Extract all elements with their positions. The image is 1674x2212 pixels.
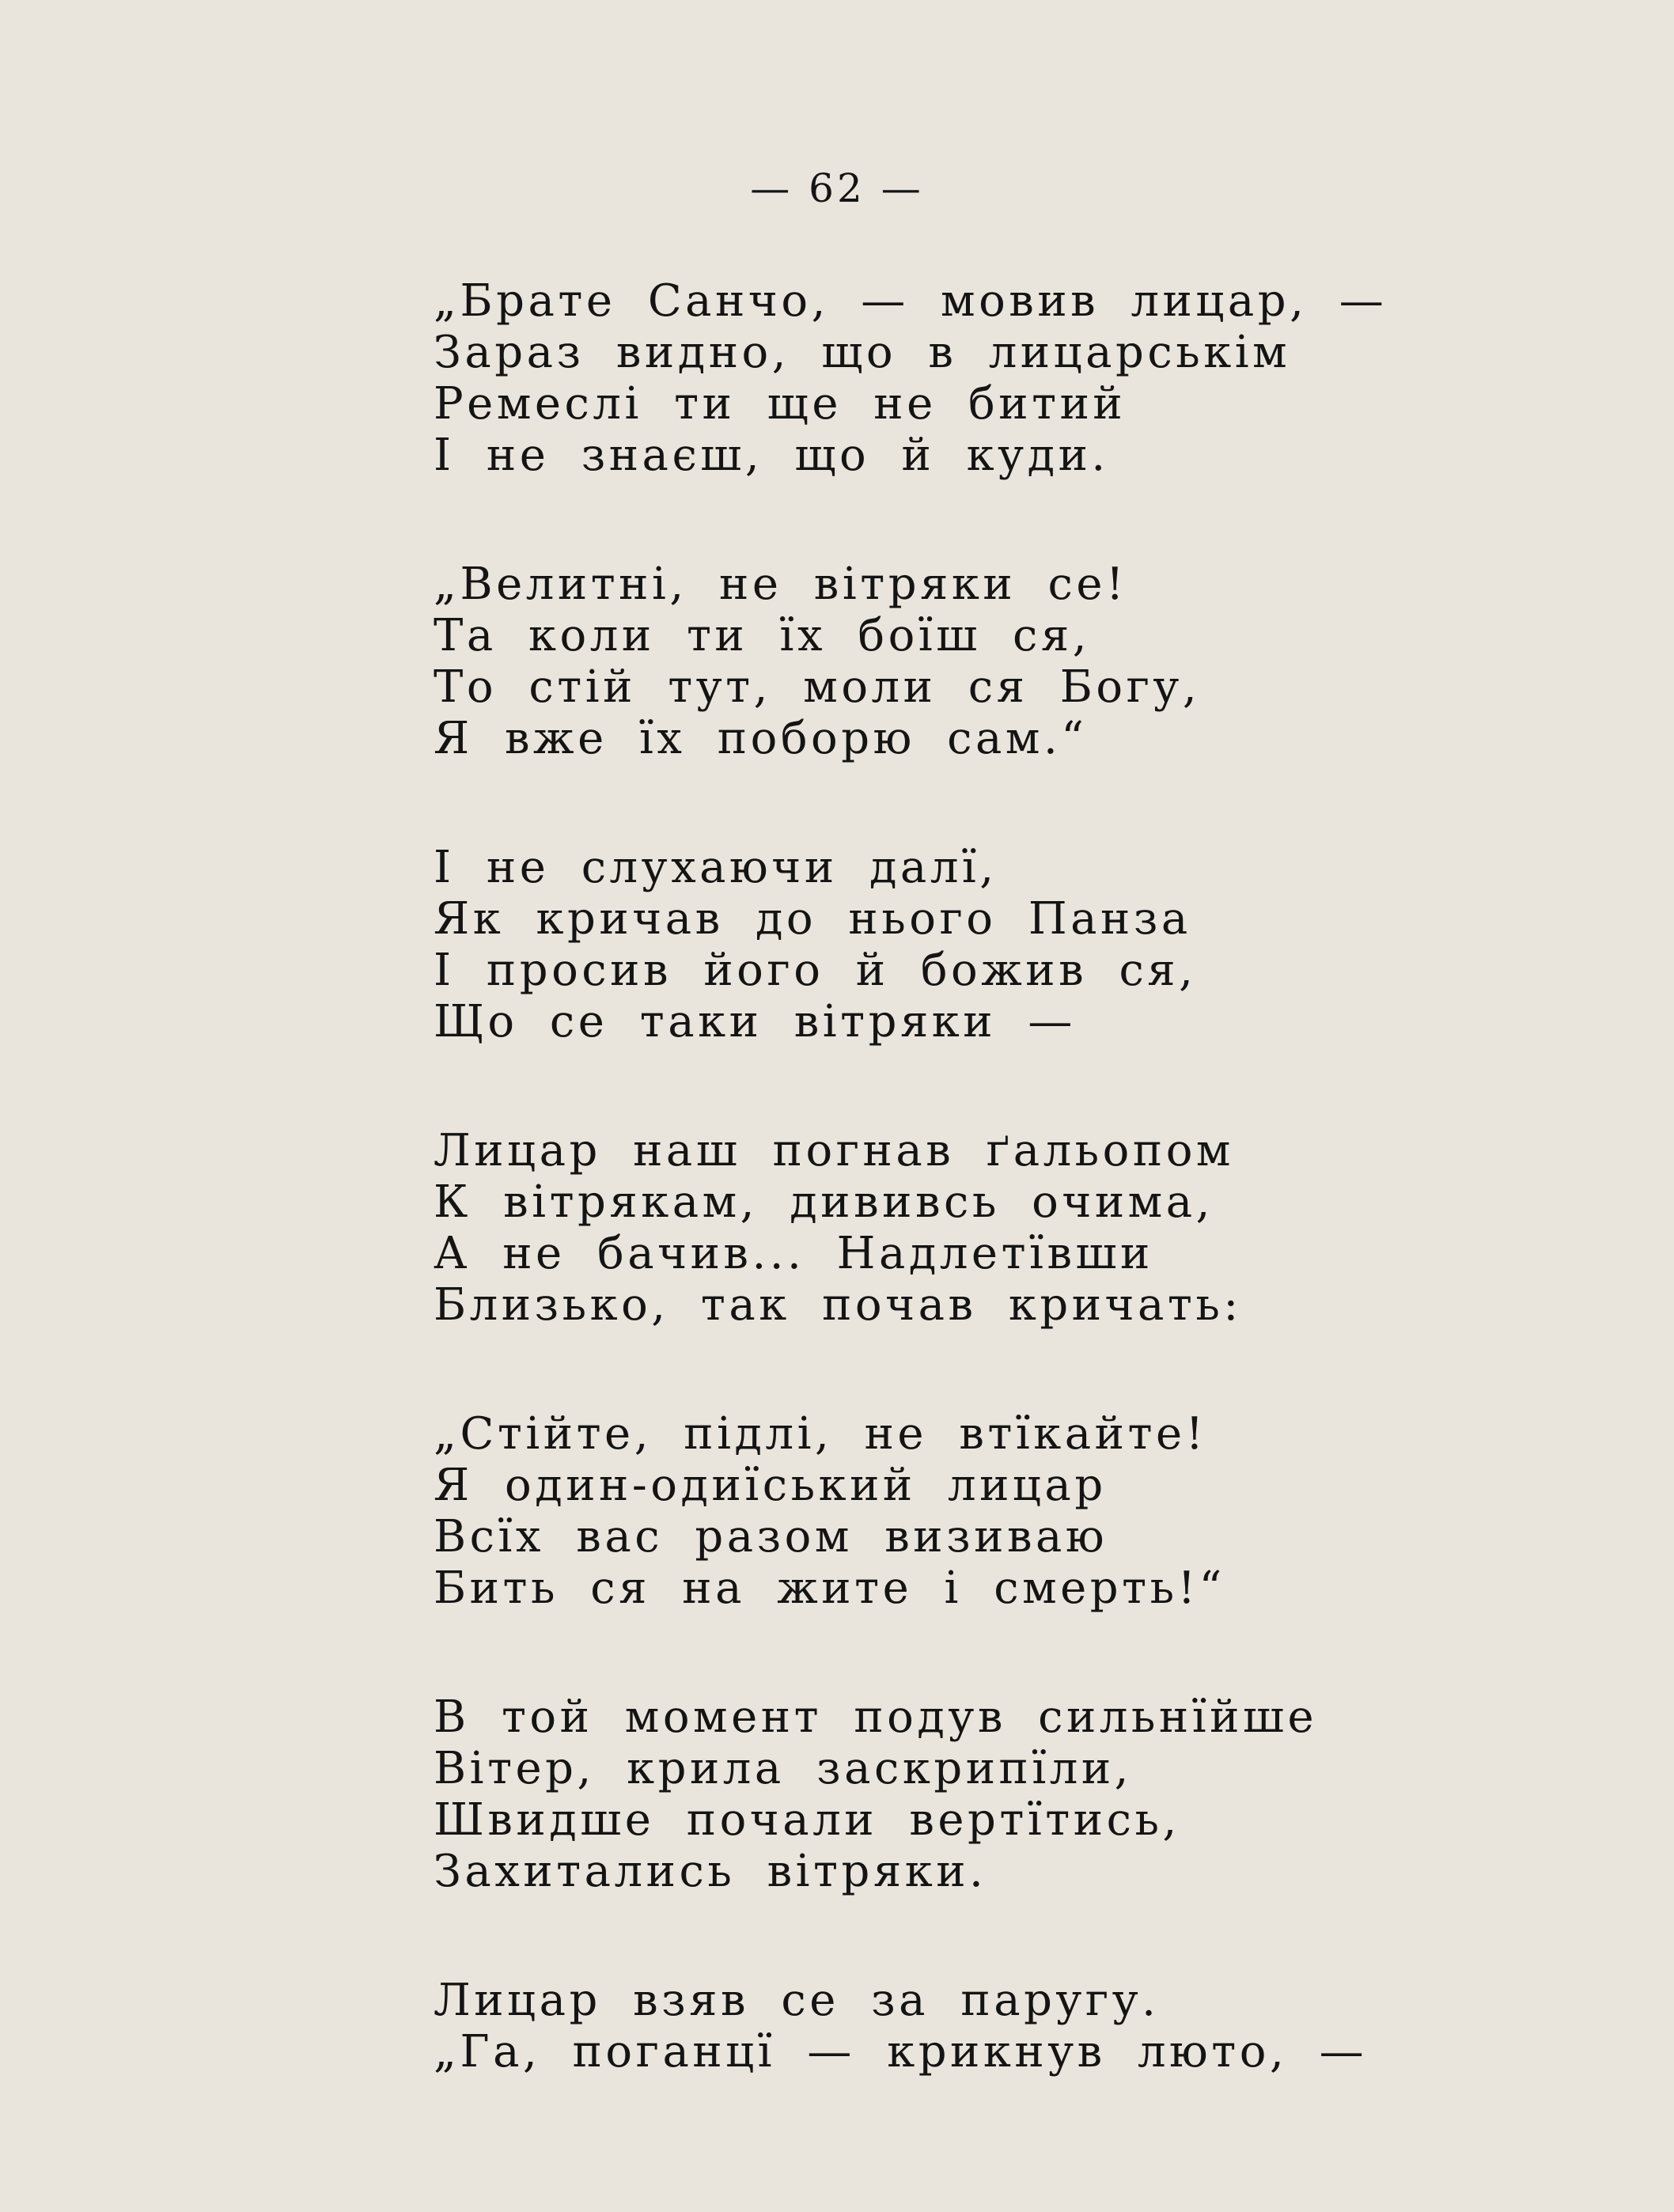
stanza [434, 1975, 1668, 2078]
poem-line: Ремеслі ти ще не битий [434, 378, 1127, 430]
poem-line: Як кричав до нього Панза [434, 893, 1191, 945]
poem-line: Близько, так почав кричать: [434, 1279, 1242, 1331]
poem-line: Зараз видно, що в лицарськім [434, 327, 1291, 378]
stanza [434, 1125, 1668, 1331]
poem-line: І не слухаючи далї, [434, 842, 998, 893]
poem-line: Швидше почали вертїтись, [434, 1794, 1180, 1846]
poem-line: А не бачив... Надлетївши [434, 1228, 1153, 1279]
poem-line: І просив його й божив ся, [434, 945, 1197, 996]
poem-line: В той момент подув сильнїйше [434, 1691, 1318, 1743]
poem-line: Я вже їх поборю сам.“ [434, 713, 1088, 764]
poem-line: „Брате Санчо, — мовив лицар, — [434, 275, 1388, 327]
poem [434, 275, 1668, 2078]
poem-line: Лицар наш погнав ґальопом [434, 1125, 1234, 1176]
stanza [434, 1691, 1668, 1897]
poem-line: То стій тут, моли ся Богу, [434, 661, 1201, 713]
poem-line: „Стійте, підлі, не втїкайте! [434, 1408, 1207, 1460]
poem-line: Що се таки вітряки — [434, 996, 1076, 1047]
poem-line: Я один-одиїський лицар [434, 1460, 1107, 1511]
poem-line: Та коли ти їх боїш ся, [434, 610, 1091, 661]
stanza [434, 842, 1668, 1047]
stanza [434, 1408, 1668, 1614]
poem-line: К вітрякам, дививсь очима, [434, 1176, 1214, 1228]
poem-line: Захитались вітряки. [434, 1846, 987, 1897]
poem-line: Вітер, крила заскрипїли, [434, 1743, 1132, 1794]
page-number: — 62 — [750, 165, 924, 211]
poem-line: І не знаєш, що й куди. [434, 430, 1109, 481]
poem-line: „Га, поганцї — крикнув люто, — [434, 2026, 1368, 2078]
stanza [434, 559, 1668, 764]
poem-line: Лицар взяв се за паругу. [434, 1975, 1160, 2026]
poem-line: Всїх вас разом визиваю [434, 1511, 1108, 1562]
poem-line: „Велитні, не вітряки се! [434, 559, 1128, 610]
poem-line: Бить ся на жите і смерть!“ [434, 1562, 1225, 1614]
stanza [434, 275, 1668, 481]
